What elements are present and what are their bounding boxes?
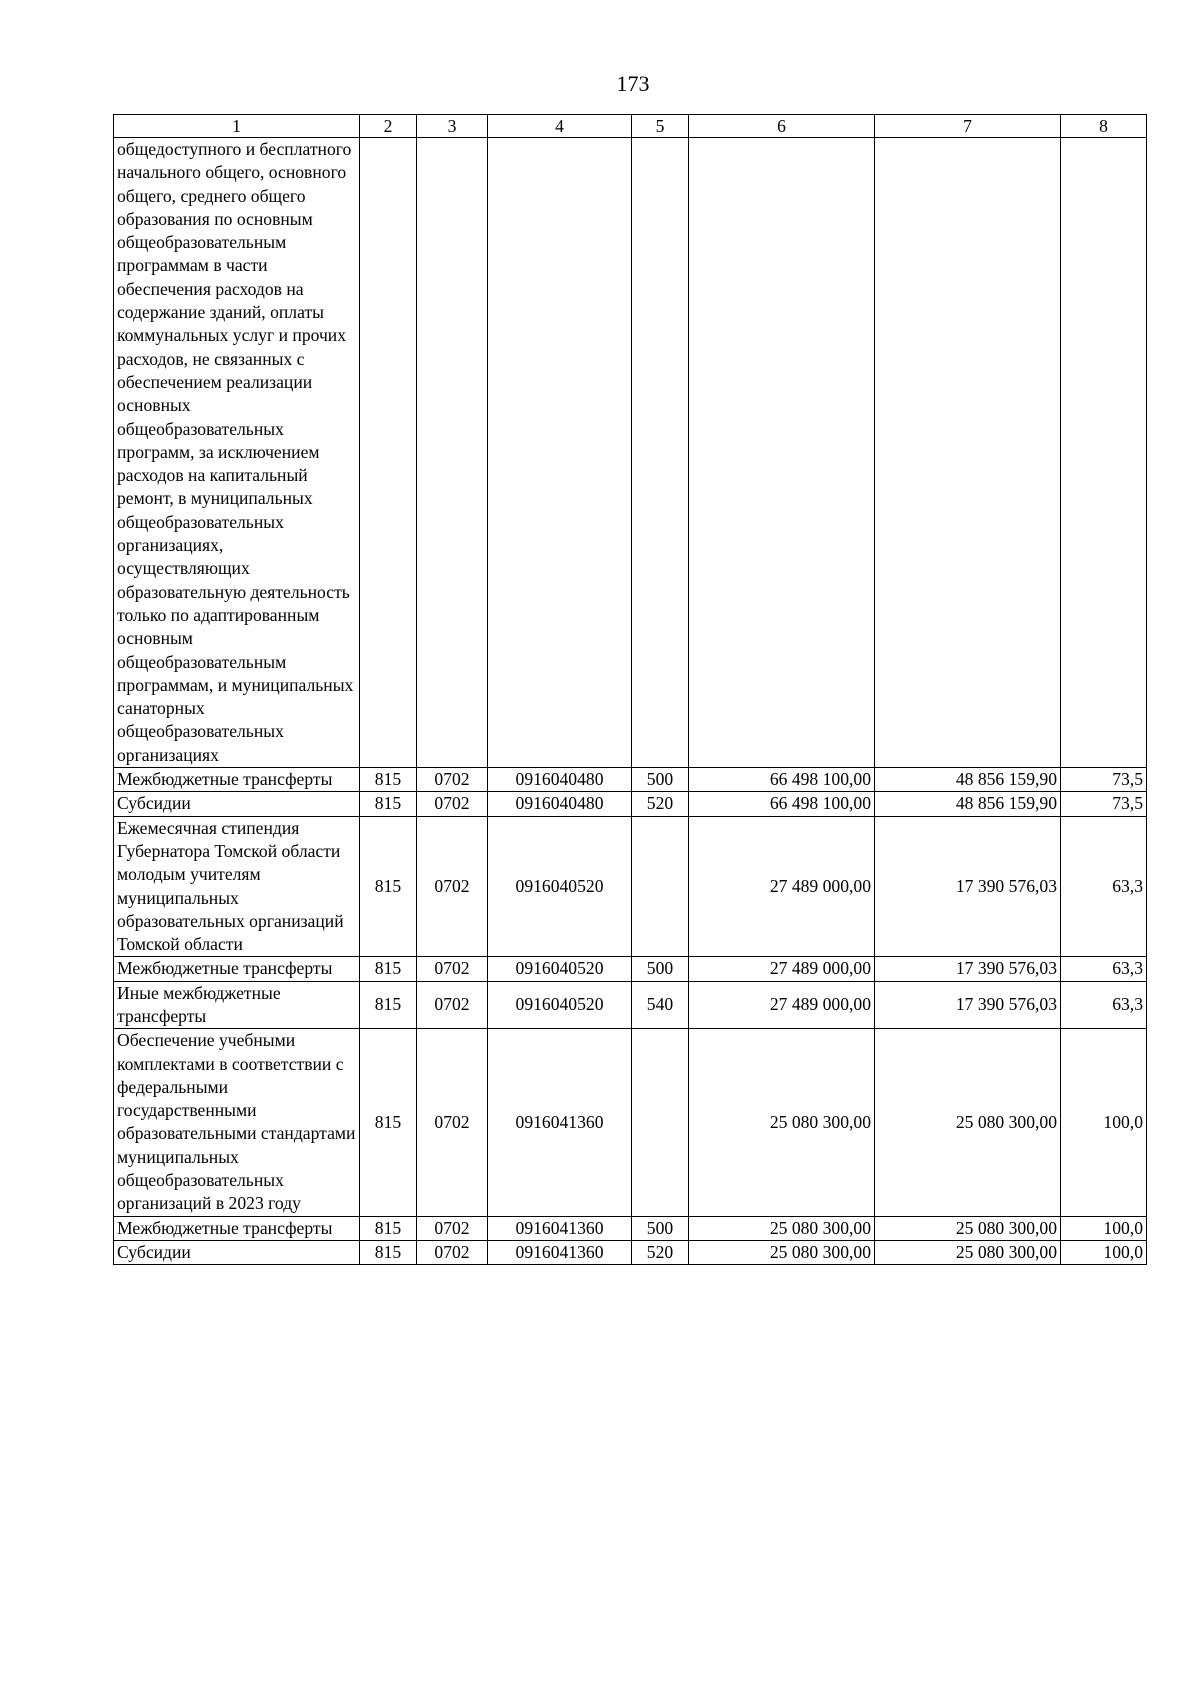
budget-table — [113, 114, 1147, 1265]
cell-col8: 63,3 — [1061, 957, 1147, 981]
row-name: общедоступного и бесплатного начального общего, основного общего, среднего общего образования по основным общеобразовательным программам в части обеспечения расходов на содержание зданий, оплаты коммунальных услуг и прочих расходов, не связанных с обеспечением реализации основных общеобразовательных программ, за исключением расходов на капитальный ремонт, в муниципальных общеобразовательных организациях, осуществляющих образовательную деятельность только по адаптированным основным общеобразовательным программам, и муниципальных санаторных общеобразовательных организациях — [114, 138, 360, 768]
cell-col4: 0916041360 — [488, 1216, 632, 1240]
cell-col6: 27 489 000,00 — [689, 981, 875, 1029]
cell-col6 — [689, 138, 875, 768]
cell-col5: 520 — [632, 792, 689, 816]
cell-col8 — [1061, 138, 1147, 768]
cell-col4: 0916040480 — [488, 792, 632, 816]
cell-col6: 27 489 000,00 — [689, 957, 875, 981]
cell-col7: 17 390 576,03 — [875, 957, 1061, 981]
cell-col4: 0916041360 — [488, 1029, 632, 1216]
cell-col3: 0702 — [417, 1240, 488, 1264]
table-row — [114, 1216, 1147, 1240]
row-name: Межбюджетные трансферты — [114, 1216, 360, 1240]
row-name: Ежемесячная стипендия Губернатора Томской области молодым учителям муниципальных образовательных организаций Томской области — [114, 816, 360, 957]
cell-col6: 27 489 000,00 — [689, 816, 875, 957]
column-header: 4 — [488, 115, 632, 138]
table-header-row — [114, 115, 1147, 138]
cell-col7: 25 080 300,00 — [875, 1216, 1061, 1240]
page-number: 173 — [616, 71, 650, 96]
cell-col8: 100,0 — [1061, 1029, 1147, 1216]
cell-col7: 17 390 576,03 — [875, 981, 1061, 1029]
cell-col2: 815 — [360, 1216, 417, 1240]
column-header: 7 — [875, 115, 1061, 138]
cell-col7: 48 856 159,90 — [875, 768, 1061, 792]
cell-col5: 520 — [632, 1240, 689, 1264]
cell-col7: 25 080 300,00 — [875, 1029, 1061, 1216]
cell-col8: 63,3 — [1061, 981, 1147, 1029]
cell-col2: 815 — [360, 957, 417, 981]
column-header: 6 — [689, 115, 875, 138]
row-name: Межбюджетные трансферты — [114, 957, 360, 981]
row-name: Межбюджетные трансферты — [114, 768, 360, 792]
table-row — [114, 792, 1147, 816]
cell-col5: 500 — [632, 768, 689, 792]
cell-col3: 0702 — [417, 981, 488, 1029]
cell-col8: 100,0 — [1061, 1216, 1147, 1240]
row-name: Субсидии — [114, 792, 360, 816]
cell-col3 — [417, 138, 488, 768]
cell-col2 — [360, 138, 417, 768]
cell-col4: 0916040520 — [488, 957, 632, 981]
row-name: Иные межбюджетные трансферты — [114, 981, 360, 1029]
table-row — [114, 1240, 1147, 1264]
cell-col2: 815 — [360, 1029, 417, 1216]
cell-col5 — [632, 1029, 689, 1216]
cell-col6: 66 498 100,00 — [689, 792, 875, 816]
column-header: 2 — [360, 115, 417, 138]
cell-col4: 0916041360 — [488, 1240, 632, 1264]
table-row — [114, 768, 1147, 792]
column-header: 8 — [1061, 115, 1147, 138]
cell-col3: 0702 — [417, 957, 488, 981]
cell-col3: 0702 — [417, 792, 488, 816]
cell-col5: 500 — [632, 957, 689, 981]
cell-col4: 0916040520 — [488, 816, 632, 957]
cell-col7: 48 856 159,90 — [875, 792, 1061, 816]
cell-col3: 0702 — [417, 768, 488, 792]
row-name: Обеспечение учебными комплектами в соответствии с федеральными государственными образовательными стандартами муниципальных общеобразовательных организаций в 2023 году — [114, 1029, 360, 1216]
cell-col2: 815 — [360, 1240, 417, 1264]
column-header: 5 — [632, 115, 689, 138]
cell-col2: 815 — [360, 981, 417, 1029]
cell-col5 — [632, 816, 689, 957]
cell-col7 — [875, 138, 1061, 768]
cell-col4: 0916040480 — [488, 768, 632, 792]
cell-col5: 540 — [632, 981, 689, 1029]
cell-col6: 66 498 100,00 — [689, 768, 875, 792]
table-row — [114, 1029, 1147, 1216]
table-row — [114, 957, 1147, 981]
cell-col7: 17 390 576,03 — [875, 816, 1061, 957]
cell-col8: 63,3 — [1061, 816, 1147, 957]
cell-col5: 500 — [632, 1216, 689, 1240]
cell-col6: 25 080 300,00 — [689, 1216, 875, 1240]
table-row — [114, 981, 1147, 1029]
column-header: 3 — [417, 115, 488, 138]
cell-col4: 0916040520 — [488, 981, 632, 1029]
cell-col4 — [488, 138, 632, 768]
cell-col6: 25 080 300,00 — [689, 1240, 875, 1264]
cell-col3: 0702 — [417, 1216, 488, 1240]
row-name: Субсидии — [114, 1240, 360, 1264]
cell-col8: 100,0 — [1061, 1240, 1147, 1264]
cell-col8: 73,5 — [1061, 792, 1147, 816]
cell-col8: 73,5 — [1061, 768, 1147, 792]
table-row — [114, 138, 1147, 768]
cell-col5 — [632, 138, 689, 768]
cell-col6: 25 080 300,00 — [689, 1029, 875, 1216]
column-header: 1 — [114, 115, 360, 138]
cell-col2: 815 — [360, 816, 417, 957]
cell-col7: 25 080 300,00 — [875, 1240, 1061, 1264]
cell-col2: 815 — [360, 768, 417, 792]
cell-col3: 0702 — [417, 1029, 488, 1216]
cell-col3: 0702 — [417, 816, 488, 957]
cell-col2: 815 — [360, 792, 417, 816]
table-row — [114, 816, 1147, 957]
